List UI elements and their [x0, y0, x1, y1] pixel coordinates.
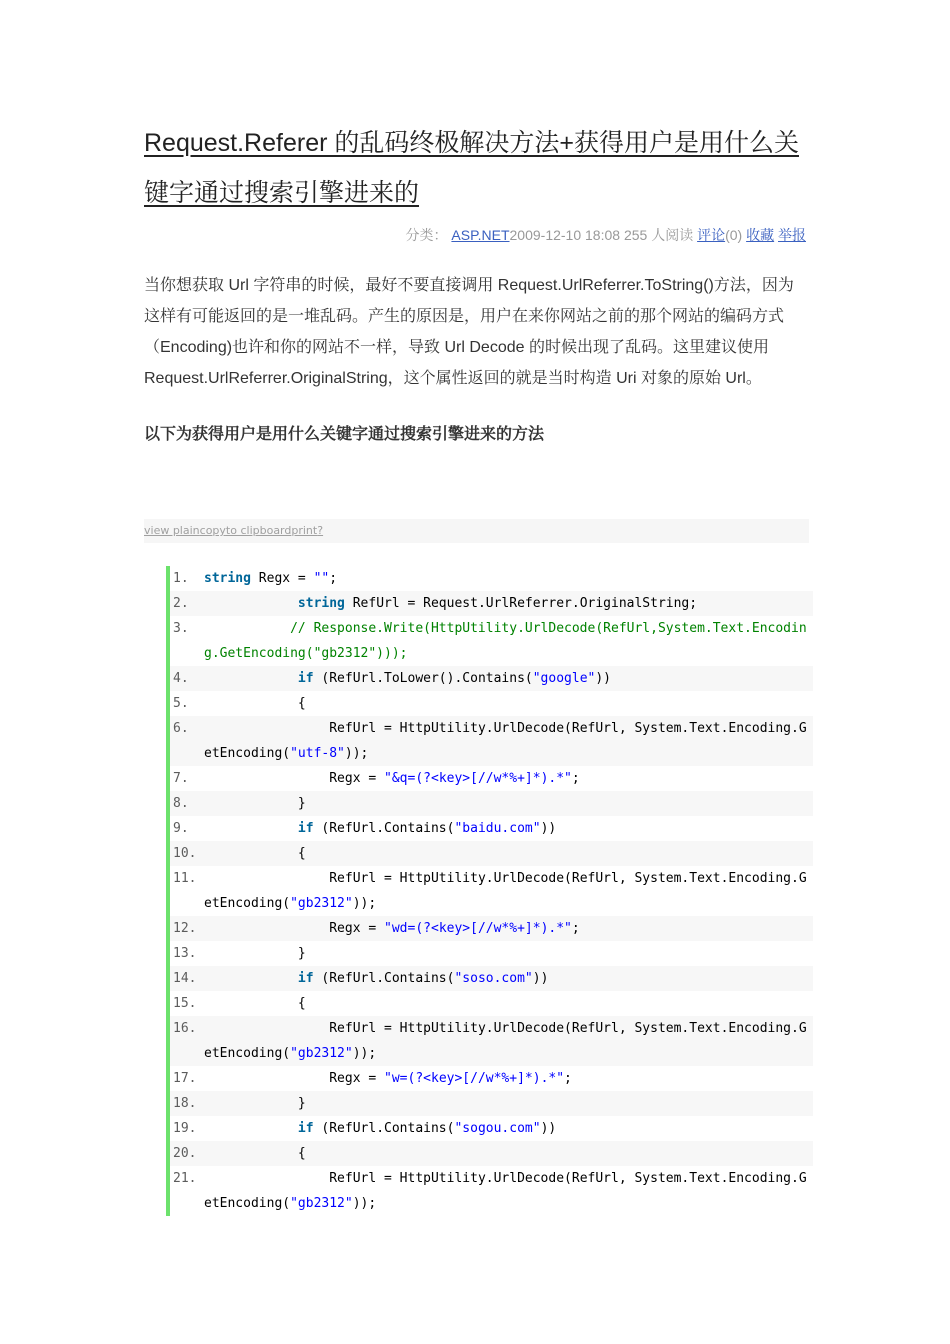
code-text: RefUrl = HttpUtility.UrlDecode(RefUrl, System.Text.Encoding.GetEncoding("gb2312"));: [204, 1171, 807, 1211]
line-number: 10.: [173, 846, 197, 861]
code-text: string RefUrl = Request.UrlReferrer.OriginalString;: [297, 596, 698, 611]
category-label: 分类：: [405, 227, 448, 243]
line-number: 20.: [173, 1146, 197, 1161]
line-number: 7.: [173, 771, 189, 786]
line-number: 15.: [173, 996, 197, 1011]
code-line: [170, 916, 813, 941]
code-line: [170, 716, 813, 766]
code-block: [166, 566, 813, 1216]
line-number: 6.: [173, 721, 189, 736]
code-text: if (RefUrl.Contains("soso.com")): [297, 971, 549, 986]
code-text: // Response.Write(HttpUtility.UrlDecode(RefUrl,System.Text.Encoding.GetEncoding("gb2312")));: [204, 621, 807, 661]
code-line: [170, 1166, 813, 1216]
code-text: }: [204, 1096, 306, 1111]
code-line: [170, 1141, 813, 1166]
line-number: 14.: [173, 971, 197, 986]
line-number: 16.: [173, 1021, 197, 1036]
code-line: [170, 991, 813, 1016]
line-number: 12.: [173, 921, 197, 936]
line-number: 13.: [173, 946, 197, 961]
code-text: if (RefUrl.Contains("sogou.com")): [297, 1121, 557, 1136]
code-line: [170, 1091, 813, 1116]
code-line: [170, 966, 813, 991]
copy-link[interactable]: copy: [199, 524, 226, 537]
section-heading: 以下为获得用户是用什么关键字通过搜索引擎进来的方法: [144, 426, 545, 443]
line-number: 8.: [173, 796, 189, 811]
code-line: [170, 941, 813, 966]
code-text: {: [204, 1146, 306, 1161]
code-text: RefUrl = HttpUtility.UrlDecode(RefUrl, System.Text.Encoding.GetEncoding("gb2312"));: [204, 871, 807, 911]
line-number: 4.: [173, 671, 189, 686]
code-text: {: [204, 846, 306, 861]
line-number: 9.: [173, 821, 189, 836]
comments-link[interactable]: 评论: [697, 227, 726, 243]
code-text: Regx = "w=(?<key>[//w*%+]*).*";: [204, 1071, 572, 1086]
code-line: [170, 1066, 813, 1091]
article-title: Request.Referer 的乱码终极解决方法+获得用户是用什么关键字通过搜索引擎进来的: [144, 129, 799, 207]
line-number: 2.: [173, 596, 189, 611]
favorite-link[interactable]: 收藏: [746, 227, 775, 243]
code-text: string Regx = "";: [204, 571, 338, 586]
line-number: 17.: [173, 1071, 197, 1086]
view-plain-link[interactable]: view plain: [144, 524, 200, 537]
code-toolbar: [144, 519, 809, 543]
code-line: [170, 1116, 813, 1141]
code-text: }: [204, 946, 306, 961]
help-link[interactable]: ?: [317, 524, 324, 537]
code-text: {: [204, 996, 306, 1011]
code-text: Regx = "&q=(?<key>[//w*%+]*).*";: [204, 771, 580, 786]
code-line: [170, 566, 813, 591]
code-text: if (RefUrl.ToLower().Contains("google")): [297, 671, 612, 686]
code-line: [170, 616, 813, 666]
line-number: 21.: [173, 1171, 197, 1186]
code-line: [170, 666, 813, 691]
intro-paragraph: 当你想获取 Url 字符串的时候，最好不要直接调用 Request.UrlReferrer.ToString()方法，因为这样有可能返回的是一堆乱码。产生的原因是，用户在来你网站之前的那个网站的编码方式（Encoding)也许和你的网站不一样，导致 Url Decode 的时候出现了乱码。这里建议使用 Request.UrlReferrer.OriginalString，这个属性返回的就是当时构造 Uri 对象的原始 Url。: [144, 277, 794, 387]
code-text: RefUrl = HttpUtility.UrlDecode(RefUrl, System.Text.Encoding.GetEncoding("utf-8"));: [204, 721, 807, 761]
code-text: RefUrl = HttpUtility.UrlDecode(RefUrl, System.Text.Encoding.GetEncoding("gb2312"));: [204, 1021, 807, 1061]
code-line: [170, 791, 813, 816]
article-meta: [406, 225, 806, 245]
code-line: [170, 841, 813, 866]
line-number: 11.: [173, 871, 197, 886]
code-line: [170, 691, 813, 716]
comments-count: (0): [725, 227, 743, 243]
code-line: [170, 766, 813, 791]
code-line: [170, 816, 813, 841]
line-number: 1.: [173, 571, 189, 586]
print-link[interactable]: print: [291, 524, 318, 537]
code-text: Regx = "wd=(?<key>[//w*%+]*).*";: [204, 921, 580, 936]
read-count: 255 人阅读: [623, 227, 694, 243]
line-number: 5.: [173, 696, 189, 711]
line-number: 18.: [173, 1096, 197, 1111]
code-text: if (RefUrl.Contains("baidu.com")): [297, 821, 557, 836]
code-text: {: [204, 696, 306, 711]
report-link[interactable]: 举报: [778, 227, 806, 243]
line-number: 19.: [173, 1121, 197, 1136]
category-link[interactable]: ASP.NET: [451, 227, 510, 243]
post-datetime: 2009-12-10 18:08: [509, 227, 621, 243]
code-line: [170, 1016, 813, 1066]
copy-to-clipboard-link[interactable]: to clipboard: [225, 524, 292, 537]
code-line: [170, 866, 813, 916]
line-number: 3.: [173, 621, 189, 636]
code-line: [170, 591, 813, 616]
code-text: }: [204, 796, 306, 811]
